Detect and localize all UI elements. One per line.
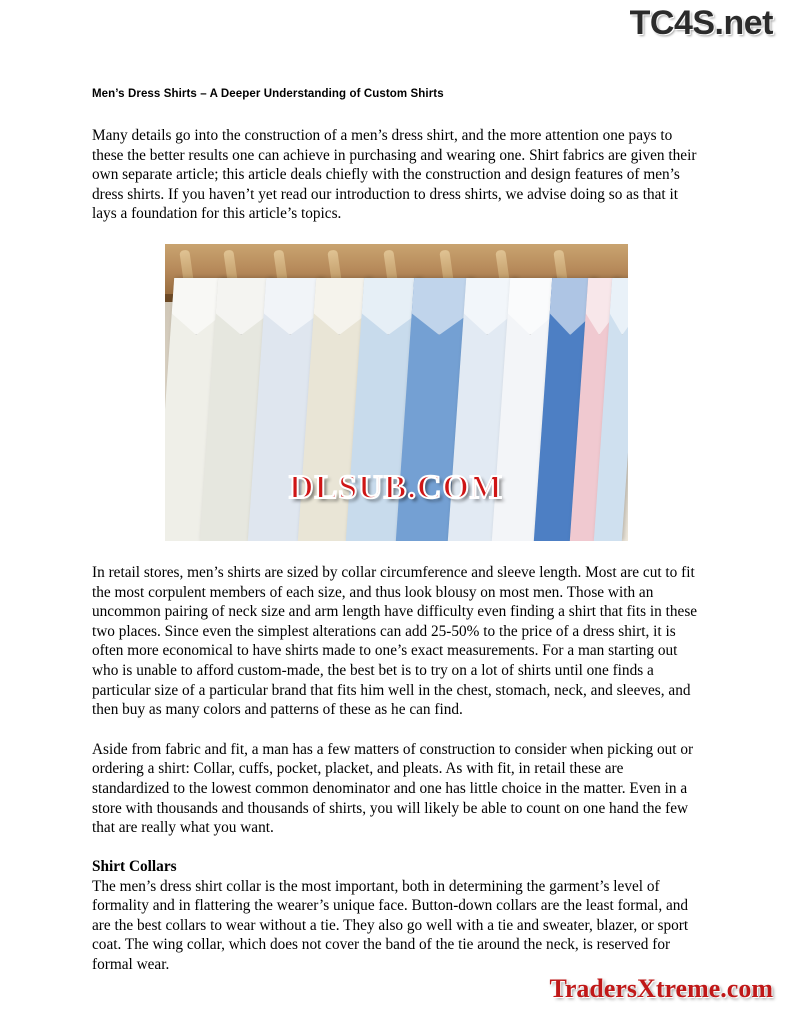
paragraph-sizing: In retail stores, men’s shirts are sized by collar circumference and sleeve length. Most are cut to fit the most corpulent members of each size, and thus look blousy on most men. Those with an uncommon pairing of neck size and arm length have difficulty even finding a shirt that fits in these two places. Since even the simplest alterations can add 25-50% to the price of a dress shirt, it is often more economical to have shirts made to one’s exact measurements. For a man starting out who is unable to afford custom-made, the best bet is to try on a lot of shirts until one finds a particular size of a particular brand that fits him well in the chest, stomach, neck, and sleeves, and then buy as many colors and patterns of these as he can find. [92, 563, 698, 719]
paragraph-construction: Aside from fabric and fit, a man has a few matters of construction to consider when picking out or ordering a shirt: Collar, cuffs, pocket, placket, and pleats. As with fit, in retail these are standardized to the lowest common denominator and one has little choice in the matter. Even in a store with thousands and thousands of shirts, you will likely be able to count on one hand the few that are really what you want. [92, 740, 694, 837]
paragraph-shirt-collars: The men’s dress shirt collar is the most important, both in determining the garment’s level of formality and in flattering the wearer’s unique face. Button-down collars are the least formal, and are the best collars to wear without a tie. They also go well with a tie and sweater, blazer, or sport coat. The wing collar, which does not cover the band of the tie around the neck, is reserved for formal wear. [92, 877, 689, 974]
image-watermark: DLSUB.COM [289, 468, 503, 506]
paragraph-intro: Many details go into the construction of a men’s dress shirt, and the more attention one pays to these the better results one can achieve in purchasing and wearing one. Shirt fabrics are given their own separate article; this article deals chiefly with the construction and design features of men’s dress shirts. If you haven’t yet read our introduction to dress shirts, we advise doing so as that it lays a foundation for this article’s topics. [92, 127, 697, 223]
shirts-photo [165, 244, 628, 541]
bottom-watermark: TradersXtreme.com [549, 974, 773, 1003]
top-watermark: TC4S.net [629, 4, 773, 42]
figure-container [92, 244, 700, 541]
shirt-collar [608, 278, 628, 335]
document-content [92, 88, 700, 995]
page-title: Men’s Dress Shirts – A Deeper Understanding of Custom Shirts [92, 88, 444, 100]
section-heading-shirt-collars: Shirt Collars [92, 857, 177, 875]
